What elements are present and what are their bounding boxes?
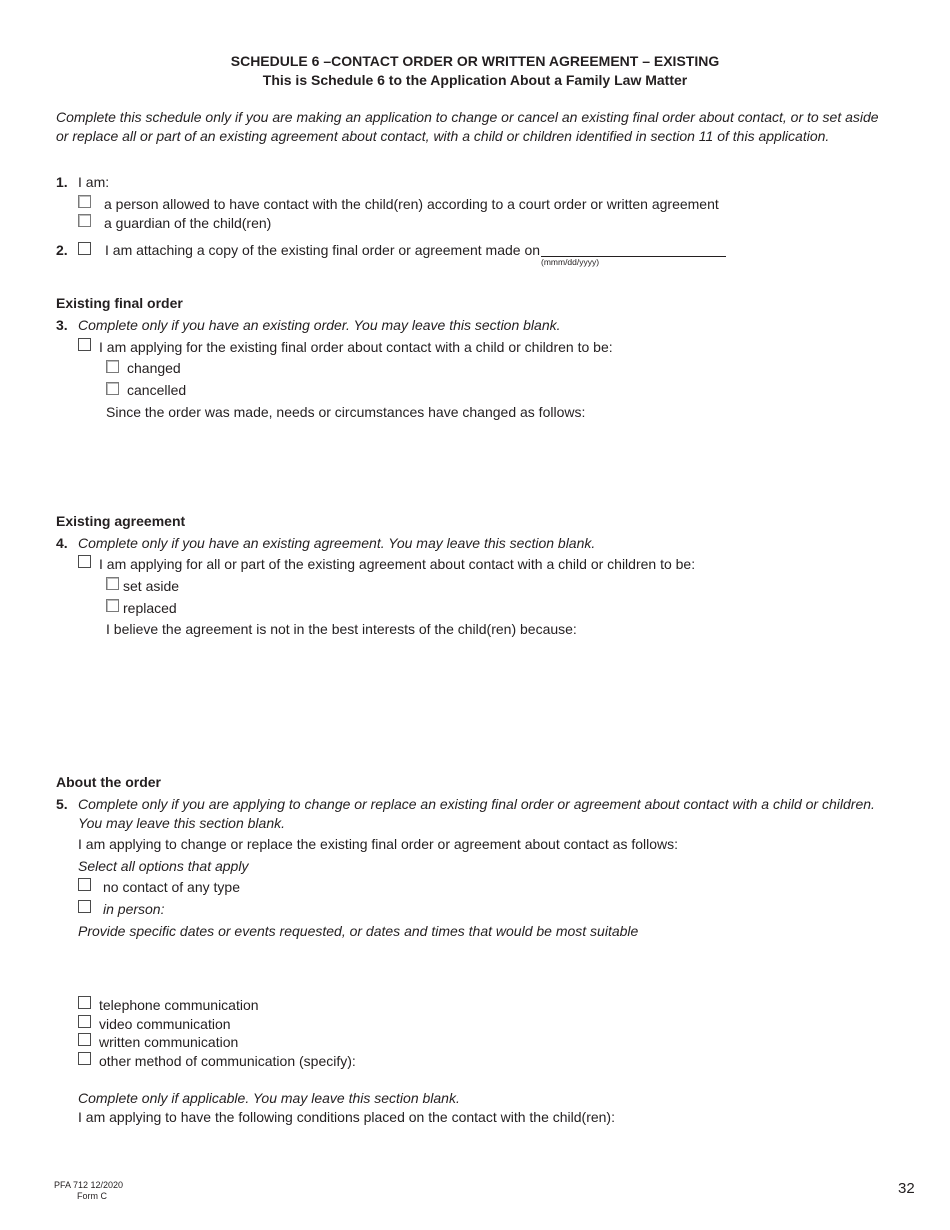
section-3-instruction: Complete only if you have an existing order. You may leave this section blank. xyxy=(78,317,561,333)
section-2-label: I am attaching a copy of the existing final order or agreement made on xyxy=(105,242,541,258)
form-name: Form C xyxy=(77,1191,107,1201)
option-contact-person: a person allowed to have contact with the child(ren) according to a court order or written agreement xyxy=(104,196,719,212)
option-telephone: telephone communication xyxy=(99,997,259,1013)
section-1-number: 1. xyxy=(56,174,68,190)
provide-dates-note: Provide specific dates or events requested, or dates and times that would be most suitable xyxy=(78,923,639,939)
checkbox-apply-order[interactable] xyxy=(78,338,91,351)
section-4-main: I am applying for all or part of the existing agreement about contact with a child or children to be: xyxy=(99,556,696,572)
checkbox-contact-person[interactable] xyxy=(78,195,91,208)
section-5-main: I am applying to change or replace the existing final order or agreement about contact as follows: xyxy=(78,836,679,852)
option-other-method: other method of communication (specify): xyxy=(99,1053,356,1069)
section-4-followup: I believe the agreement is not in the best interests of the child(ren) because: xyxy=(106,621,577,637)
section-3-main: I am applying for the existing final order about contact with a child or children to be: xyxy=(99,339,613,355)
section-5-instruction-2: You may leave this section blank. xyxy=(78,815,286,831)
checkbox-cancelled[interactable] xyxy=(106,382,119,395)
option-no-contact: no contact of any type xyxy=(103,879,240,895)
schedule-subtitle: This is Schedule 6 to the Application About a Family Law Matter xyxy=(262,72,688,88)
checkbox-written[interactable] xyxy=(78,1033,91,1046)
schedule-title: SCHEDULE 6 –CONTACT ORDER OR WRITTEN AGREEMENT – EXISTING xyxy=(230,53,720,69)
section-5-instruction-1: Complete only if you are applying to change or replace an existing final order or agreement about contact with a child or children. xyxy=(78,796,875,812)
option-changed: changed xyxy=(127,360,181,376)
checkbox-attaching-copy[interactable] xyxy=(78,242,91,255)
page-number: 32 xyxy=(898,1180,915,1197)
section-2-number: 2. xyxy=(56,242,68,258)
form-code: PFA 712 12/2020 xyxy=(54,1180,124,1190)
option-cancelled: cancelled xyxy=(127,382,187,398)
checkbox-video[interactable] xyxy=(78,1015,91,1028)
conditions-note: Complete only if applicable. You may leave this section blank. xyxy=(78,1090,460,1106)
existing-agreement-heading: Existing agreement xyxy=(56,513,186,529)
conditions-main: I am applying to have the following conditions placed on the contact with the child(ren): xyxy=(78,1109,615,1125)
checkbox-changed[interactable] xyxy=(106,360,119,373)
about-order-heading: About the order xyxy=(56,774,161,790)
select-all-note: Select all options that apply xyxy=(78,858,249,874)
option-guardian: a guardian of the child(ren) xyxy=(104,215,272,231)
option-written: written communication xyxy=(99,1034,239,1050)
option-video: video communication xyxy=(99,1016,231,1032)
checkbox-replaced[interactable] xyxy=(106,599,119,612)
intro-line-1: Complete this schedule only if you are making an application to change or cancel an existing final order about contact, or to set aside xyxy=(56,109,879,125)
date-format-hint: (mmm/dd/yyyy) xyxy=(541,257,600,267)
section-3-followup: Since the order was made, needs or circumstances have changed as follows: xyxy=(106,404,586,420)
section-4-number: 4. xyxy=(56,535,68,551)
option-set-aside: set aside xyxy=(123,578,180,594)
checkbox-apply-agreement[interactable] xyxy=(78,555,91,568)
section-1-label: I am: xyxy=(78,174,110,190)
section-3-number: 3. xyxy=(56,317,68,333)
checkbox-in-person[interactable] xyxy=(78,900,91,913)
existing-order-heading: Existing final order xyxy=(56,295,183,311)
option-in-person: in person: xyxy=(103,901,165,917)
option-replaced: replaced xyxy=(123,600,177,616)
section-4-instruction: Complete only if you have an existing agreement. You may leave this section blank. xyxy=(78,535,596,551)
checkbox-guardian[interactable] xyxy=(78,214,91,227)
checkbox-set-aside[interactable] xyxy=(106,577,119,590)
checkbox-no-contact[interactable] xyxy=(78,878,91,891)
intro-line-2: or replace all or part of an existing agreement about contact, with a child or children identified in section 11 of this application. xyxy=(56,128,830,144)
section-5-number: 5. xyxy=(56,796,68,812)
checkbox-other-method[interactable] xyxy=(78,1052,91,1065)
checkbox-telephone[interactable] xyxy=(78,996,91,1009)
